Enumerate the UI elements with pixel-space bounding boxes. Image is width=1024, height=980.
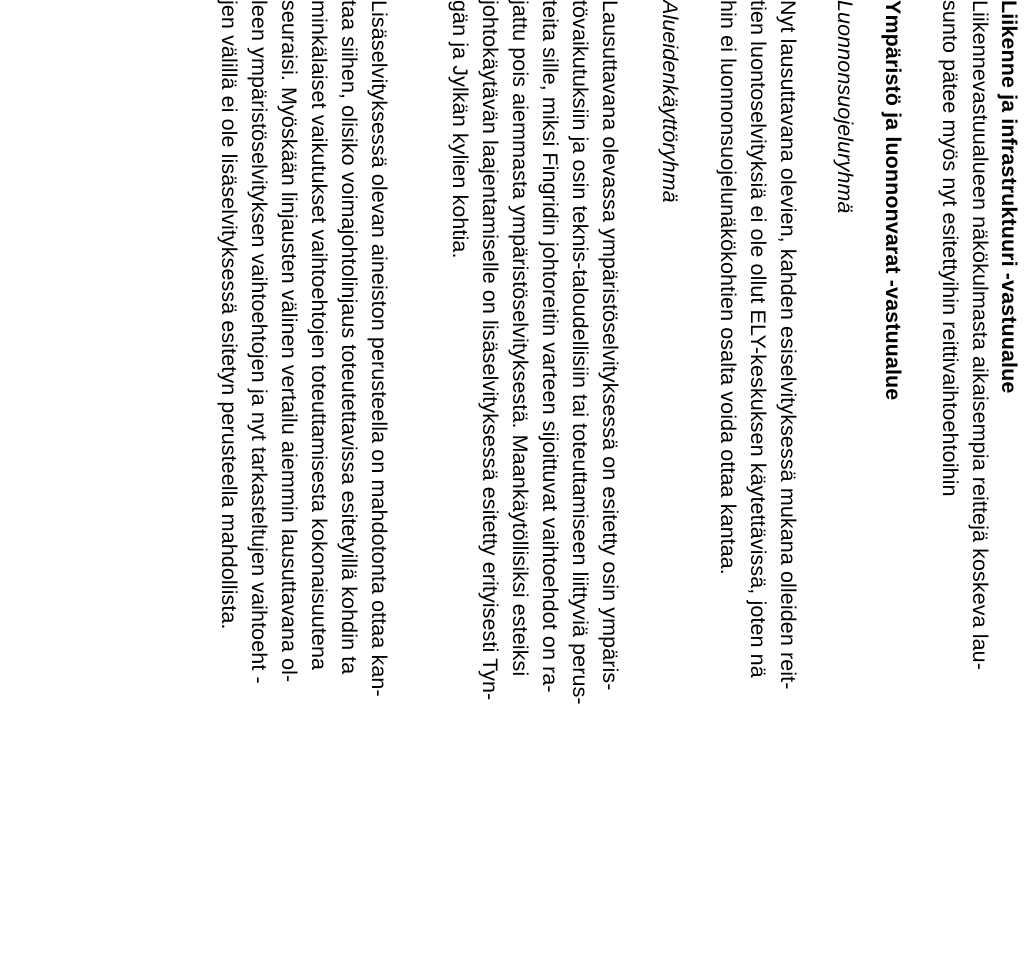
text-line: seuraisi. Myöskään linjausten välinen vertailu aiemmin lausuttavana ol- [277, 0, 301, 683]
text-line: Lausuttavana olevassa ympäristöselvityksessä on esitetty osin ympäris- [598, 0, 622, 691]
text-line: tien luontoselvityksiä ei ole ollut ELY-keskuksen käytettävissä, joten nä [746, 0, 770, 678]
text-line: sunto pätee myös nyt esitettyihin reittivaihtoehtoihin [938, 0, 962, 497]
text-line: teita sille, miksi Fingridin johtoreitin varteen sijoittuvat vaihtoehdot on ra- [538, 0, 562, 693]
text-line: taa siihen, olisiko voimajohtolinjaus toteutettavissa esitetyillä kohdin ta [337, 0, 361, 675]
section-heading-liikenne: Liikenne ja infrastruktuuri -vastuualue [997, 0, 1021, 394]
section-heading-ymparisto: Ympäristö ja luonnonvarat -vastuualue [881, 0, 905, 401]
subheading-luonnonsuojelu: Luonnonsuojeluryhmä [833, 0, 857, 214]
text-line: johtokäytävän laajentamiselle on lisäselvityksessä esitetty erityisesti Tyn- [478, 0, 502, 701]
text-line: tövaikutuksiin ja osin teknis-taloudellisiin tai toteuttamiseen liittyviä perus- [568, 0, 592, 705]
text-line: leen ympäristöselvityksen vaihtoehtojen ja nyt tarkasteltujen vaihtoeht - [247, 0, 271, 684]
text-line: jen välillä ei ole lisäselvityksessä esitetyn perusteella mahdollista. [217, 0, 241, 630]
text-line: Nyt lausuttavana olevien, kahden esiselvityksessä mukana olleiden reit- [776, 0, 800, 690]
text-line: minkälaiset vaikutukset vaihtoehtojen toteuttamisesta kokonaisuutena [307, 0, 331, 671]
text-line: hin ei luonnonsuojelunäkökohtien osalta voida ottaa kantaa. [716, 0, 740, 575]
text-line: jattu pois aiemmasta ympäristöselvityksestä. Maankäytöllisiksi esteiksi [508, 0, 532, 677]
text-line: Liikennevastuualueen näkökulmasta aikaisempia reittejä koskeva lau- [968, 0, 992, 670]
text-line: gän ja Jylkän kylien kohtia. [448, 0, 472, 259]
subheading-alueidenkaytto: Alueidenkäyttöryhmä [658, 0, 682, 203]
text-line: Lisäselvityksessä olevan aineiston perusteella on mahdotonta ottaa kan- [367, 0, 391, 697]
